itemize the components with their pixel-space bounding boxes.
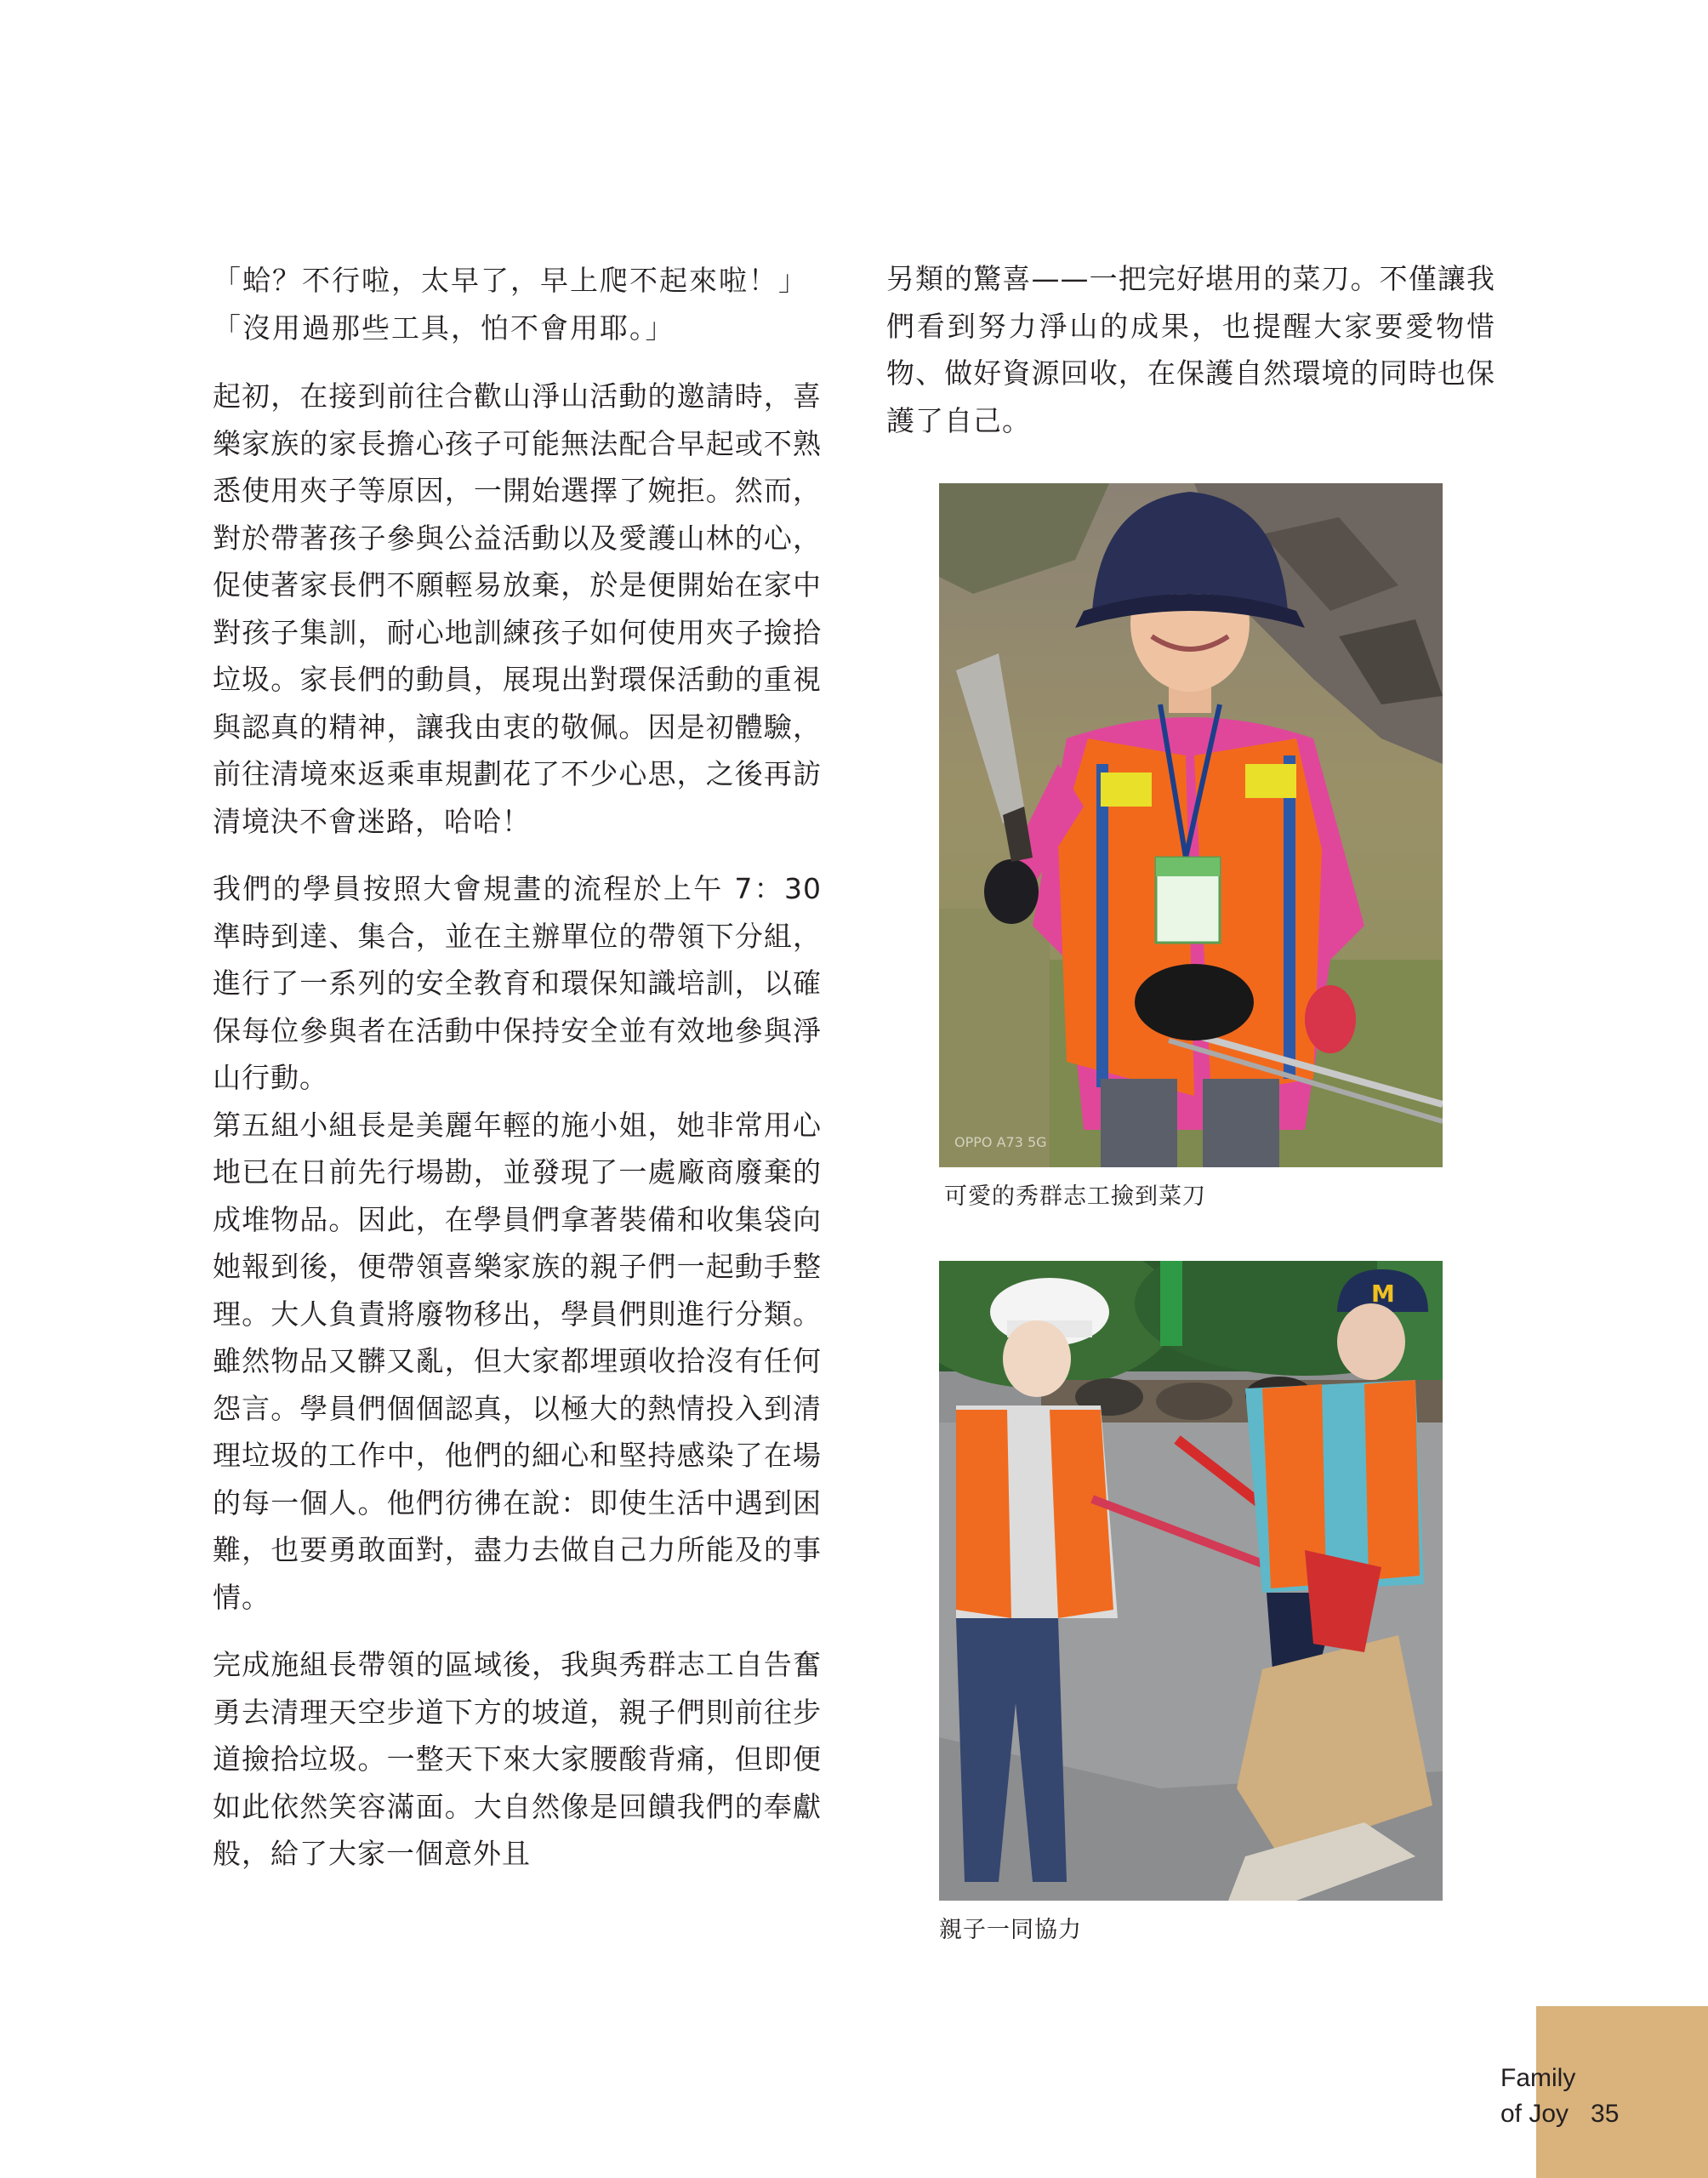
paragraph-slope-cleanup: 完成施組長帶領的區域後，我與秀群志工自告奮勇去清理天空步道下方的坡道，親子們則前往步道撿拾垃圾。一整天下來大家腰酸背痛，但即便如此依然笑容滿面。大自然像是回饋我們的奉獻般，給了大家一個意外且 <box>213 1648 822 1870</box>
quote-line-2: 「沒用過那些工具，怕不會用耶。」 <box>213 311 675 345</box>
photo-caption-1: 可愛的秀群志工撿到菜刀 <box>944 1183 1206 1210</box>
cap-letter: M <box>1371 1280 1395 1308</box>
page-number: 35 <box>1591 2100 1620 2128</box>
photo-volunteer-with-knife <box>939 483 1443 1167</box>
opening-quotes <box>213 257 825 352</box>
left-column <box>213 373 822 1898</box>
folio-title-line-2: of Joy 35 <box>1500 2100 1620 2128</box>
paragraph-surprise: 另類的驚喜——一把完好堪用的菜刀。不僅讓我們看到努力淨山的成果，也提醒大家要愛物惜物、做好資源回收，在保護自然環境的同時也保護了自己。 <box>886 262 1495 437</box>
folio <box>1500 2061 1619 2132</box>
paragraph-invitation: 起初，在接到前往合歡山淨山活動的邀請時，喜樂家族的家長擔心孩子可能無法配合早起或不熟悉使用夾子等原因，一開始選擇了婉拒。然而，對於帶著孩子參與公益活動以及愛護山林的心，促使著家長們不願輕易放棄，於是便開始在家中對孩子集訓，耐心地訓練孩子如何使用夾子撿拾垃圾。家長們的動員，展現出對環保活動的重視與認真的精神，讓我由衷的敬佩。因是初體驗，前往清境來返乘車規劃花了不少心思，之後再訪清境決不會迷路，哈哈！ <box>213 379 822 838</box>
folio-title-line-1: Family <box>1500 2064 1576 2092</box>
paragraph-group-leader: 第五組小組長是美麗年輕的施小姐，她非常用心地已在日前先行場勘，並發現了一處廠商廢棄的成堆物品。因此，在學員們拿著裝備和收集袋向她報到後，便帶領喜樂家族的親子們一起動手整理。大人負責將廢物移出，學員們則進行分類。雖然物品又髒又亂，但大家都埋頭收拾沒有任何怨言。學員們個個認真，以極大的熱情投入到清理垃圾的工作中，他們的細心和堅持感染了在場的每一個人。他們彷彿在說：即使生活中遇到困難，也要勇敢面對，盡力去做自己力所能及的事情。 <box>213 1108 822 1614</box>
right-column <box>886 255 1495 444</box>
photo-parent-child-cooperation <box>939 1261 1443 1901</box>
quote-line-1: 「蛤？不行啦，太早了，早上爬不起來啦！」 <box>213 264 808 297</box>
camera-watermark: OPPO A73 5G <box>954 1134 1047 1150</box>
paragraph-assembly: 我們的學員按照大會規畫的流程於上午 7：30 準時到達、集合，並在主辦單位的帶領下分組，進行了一系列的安全教育和環保知識培訓，以確保每位參與者在活動中保持安全並有效地參與淨山行動。 <box>213 872 822 1094</box>
photo-caption-2: 親子一同協力 <box>939 1917 1082 1943</box>
